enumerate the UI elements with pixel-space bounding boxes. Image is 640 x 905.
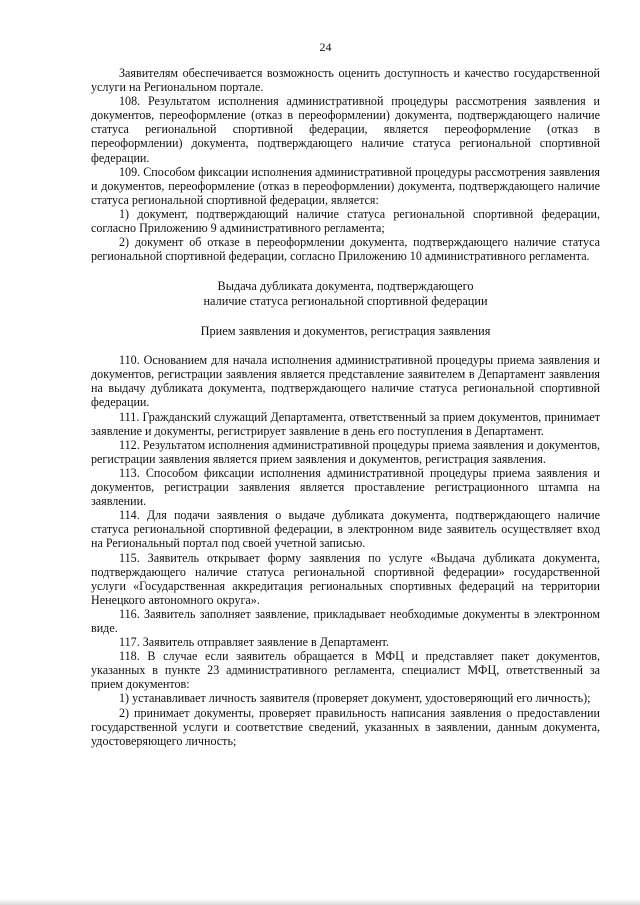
- subsection-heading: Прием заявления и документов, регистрация заявления: [200, 323, 491, 338]
- paragraph-114: 114. Для подачи заявления о выдаче дубликата документа, подтверждающего наличие статуса региональной спортивной федерации, в электронном виде заявитель осуществляет вход на Региональный портал под своей учетной записью.: [91, 508, 600, 551]
- section-heading-line-1: Выдача дубликата документа, подтверждающего: [217, 279, 474, 294]
- paragraph-113: 113. Способом фиксации исполнения административной процедуры приема заявления и документов, регистрации заявления является проставление регистрационного штампа на заявлении.: [91, 465, 600, 509]
- paragraph-117: 117. Заявитель отправляет заявление в Департамент.: [119, 635, 389, 650]
- scan-bottom-edge: [0, 899, 640, 905]
- paragraph-115: 115. Заявитель открывает форму заявления по услуге «Выдача дубликата документа, подтверждающего наличие статуса региональной спортивной федерации» государственной услуги «Государственная аккредитация региональных спортивных федераций на территории Ненецкого автономного округа».: [91, 550, 600, 607]
- paragraph-109-item-2: 2) документ об отказе в переоформлении документа, подтверждающего наличие статуса региональной спортивной федерации, согласно Приложению 10 административного регламента.: [91, 235, 600, 264]
- paragraph-109: 109. Способом фиксации исполнения административной процедуры рассмотрения заявления и документов, переоформление (отказ в переоформлении) документа, подтверждающего наличие статуса региональной спортивной федерации, является:: [91, 164, 600, 207]
- paragraph-109-item-1: 1) документ, подтверждающий наличие статуса региональной спортивной федерации, согласно Приложению 9 административного регламента;: [91, 206, 600, 236]
- section-heading-line-2: наличие статуса региональной спортивной федерации: [203, 293, 488, 308]
- paragraph-108: 108. Результатом исполнения административной процедуры рассмотрения заявления и документов, переоформление (отказ в переоформлении) документа, подтверждающего наличие статуса региональной спортивной федерации, является переоформление (отказ в переоформлении) документа, подтверждающего наличие статуса региональной спортивной федерации.: [91, 94, 600, 165]
- paragraph-111: 111. Гражданский служащий Департамента, ответственный за прием документов, принимает заявление и документы, регистрирует заявление в день его поступления в Департамент.: [91, 409, 600, 438]
- paragraph-portal-rating: Заявителям обеспечивается возможность оценить доступность и качество государственной услуги на Региональном портале.: [91, 66, 600, 95]
- paragraph-116: 116. Заявитель заполняет заявление, прикладывает необходимые документы в электронном виде.: [91, 606, 600, 635]
- paragraph-118-item-2: 2) принимает документы, проверяет правильность написания заявления о предоставлении государственной услуги и соответствие сведений, указанных в заявлении, данным документа, удостоверяющего личность;: [91, 705, 600, 748]
- paragraph-112: 112. Результатом исполнения административной процедуры приема заявления и документов, регистрации заявления является прием заявления и документов, регистрация заявления.: [91, 437, 600, 466]
- paragraph-110: 110. Основанием для начала исполнения административной процедуры приема заявления и документов, регистрации заявления является представление заявителем в Департамент заявления на выдачу дубликата документа, подтверждающего наличие статуса региональной спортивной федерации.: [91, 353, 600, 410]
- page-number: 24: [319, 40, 332, 54]
- paragraph-118: 118. В случае если заявитель обращается в МФЦ и представляет пакет документов, указанных в пункте 23 административного регламента, специалист МФЦ, ответственный за прием документов:: [91, 649, 600, 692]
- paragraph-118-item-1: 1) устанавливает личность заявителя (проверяет документ, удостоверяющий его личность);: [119, 691, 591, 706]
